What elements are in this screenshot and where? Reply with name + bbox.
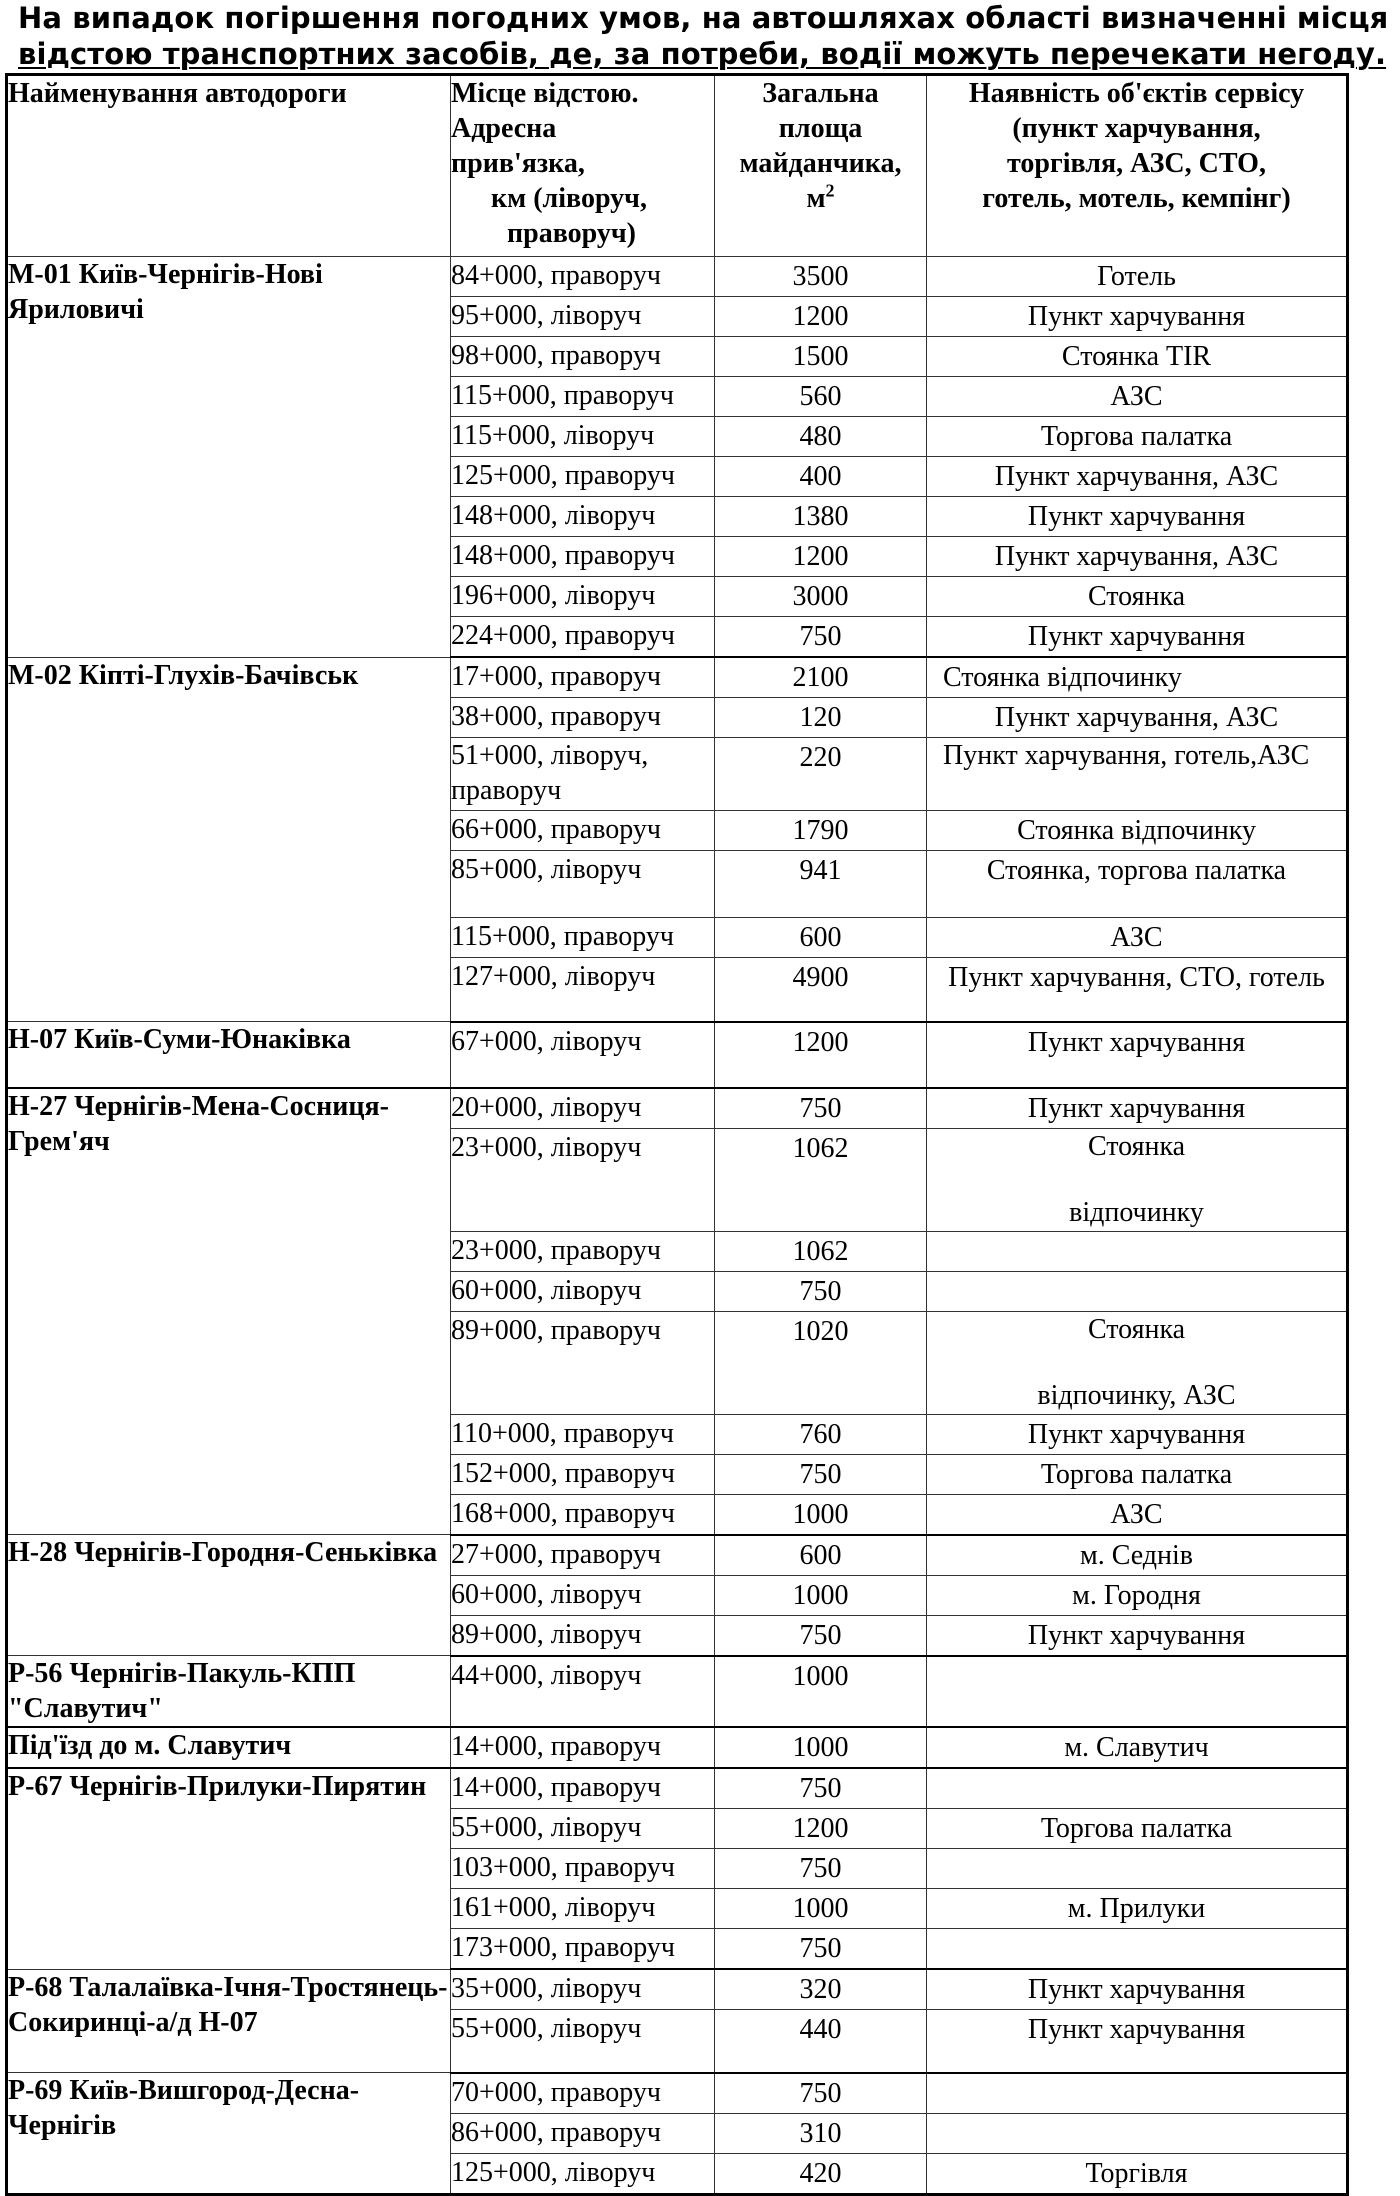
area-cell: 220 xyxy=(715,738,927,811)
services-cell: Пункт харчування xyxy=(927,1414,1348,1454)
area-cell: 1000 xyxy=(715,1656,927,1728)
area-cell: 420 xyxy=(715,2153,927,2194)
road-name-cell: Р-56 Чернігів-Пакуль-КПП "Славутич" xyxy=(7,1656,451,1728)
road-name-cell: Р-68 Талалаївка-Ічня-Тростянець-Сокиринці-а/д Н-07 xyxy=(7,1969,451,2073)
area-cell: 1062 xyxy=(715,1128,927,1231)
table-row xyxy=(7,1022,1348,1088)
services-cell xyxy=(927,1656,1348,1728)
header-services-line: готель, мотель, кемпінг) xyxy=(982,183,1291,214)
location-cell: 70+000, праворуч xyxy=(451,2073,715,2114)
location-cell: 125+000, праворуч xyxy=(451,457,715,497)
area-cell: 1380 xyxy=(715,497,927,537)
header-location xyxy=(451,75,715,257)
services-cell: Торгівля xyxy=(927,2153,1348,2194)
header-location-line: км (ліворуч, xyxy=(491,183,647,214)
area-cell: 400 xyxy=(715,457,927,497)
location-cell: 89+000, праворуч xyxy=(451,1311,715,1414)
header-area xyxy=(715,75,927,257)
area-cell: 750 xyxy=(715,2073,927,2114)
area-cell: 440 xyxy=(715,2010,927,2073)
area-cell: 750 xyxy=(715,1088,927,1129)
location-cell: 55+000, ліворуч xyxy=(451,1809,715,1849)
services-cell: м. Городня xyxy=(927,1575,1348,1615)
location-cell: 23+000, ліворуч xyxy=(451,1128,715,1231)
location-cell: 20+000, ліворуч xyxy=(451,1088,715,1129)
area-cell: 750 xyxy=(715,1271,927,1311)
area-cell: 1000 xyxy=(715,1575,927,1615)
location-cell: 35+000, ліворуч xyxy=(451,1969,715,2010)
header-area-unit: м xyxy=(806,183,826,214)
header-location-line: праворуч) xyxy=(507,218,636,249)
services-cell xyxy=(927,1311,1348,1414)
area-cell: 1790 xyxy=(715,811,927,851)
services-cell: м. Славутич xyxy=(927,1727,1348,1768)
location-cell: 152+000, праворуч xyxy=(451,1454,715,1494)
services-cell xyxy=(927,1768,1348,1809)
road-name-cell: М-01 Київ-Чернігів-Нові Яриловичі xyxy=(7,257,451,658)
header-location-line: прив'язка, xyxy=(451,148,585,179)
area-cell: 750 xyxy=(715,617,927,658)
services-cell: Пункт харчування xyxy=(927,617,1348,658)
location-cell: 115+000, праворуч xyxy=(451,377,715,417)
table-row xyxy=(7,1969,1348,2010)
road-name-cell: Р-67 Чернігів-Прилуки-Пирятин xyxy=(7,1768,451,1969)
location-cell: 60+000, ліворуч xyxy=(451,1271,715,1311)
location-cell: 115+000, ліворуч xyxy=(451,417,715,457)
road-name-cell: Н-07 Київ-Суми-Юнаківка xyxy=(7,1022,451,1088)
services-cell: Стоянка відпочинку xyxy=(927,657,1348,698)
header-services-line: Наявність об'єктів сервісу xyxy=(968,78,1305,109)
services-cell: Пункт харчування xyxy=(927,2010,1348,2073)
area-cell: 750 xyxy=(715,1768,927,1809)
area-cell: 1200 xyxy=(715,537,927,577)
services-cell: Пункт харчування xyxy=(927,297,1348,337)
area-cell: 1020 xyxy=(715,1311,927,1414)
services-cell: Пункт харчування, АЗС xyxy=(927,457,1348,497)
location-cell: 14+000, праворуч xyxy=(451,1768,715,1809)
area-cell: 600 xyxy=(715,918,927,958)
services-cell: АЗС xyxy=(927,918,1348,958)
header-services-line: (пункт харчування, xyxy=(1012,113,1261,144)
area-cell: 1200 xyxy=(715,297,927,337)
header-area-line: майданчика, xyxy=(739,148,902,179)
location-cell: 168+000, праворуч xyxy=(451,1494,715,1535)
area-cell: 120 xyxy=(715,698,927,738)
table-row xyxy=(7,2073,1348,2114)
heading-line-2: відстою транспортних засобів, де, за потреби, водії можуть перечекати негоду. xyxy=(18,37,1387,71)
services-cell xyxy=(927,1929,1348,1970)
area-cell: 480 xyxy=(715,417,927,457)
services-cell: Торгова палатка xyxy=(927,1454,1348,1494)
header-area-line: площа xyxy=(778,113,863,144)
table-body xyxy=(7,257,1348,2195)
services-cell: Пункт харчування xyxy=(927,497,1348,537)
location-cell: 44+000, ліворуч xyxy=(451,1656,715,1728)
services-cell: АЗС xyxy=(927,377,1348,417)
location-cell: 86+000, праворуч xyxy=(451,2113,715,2153)
area-cell: 750 xyxy=(715,1929,927,1970)
location-cell: 67+000, ліворуч xyxy=(451,1022,715,1088)
parking-places-table xyxy=(5,73,1349,2196)
services-cell: Пункт харчування xyxy=(927,1969,1348,2010)
location-cell: 110+000, праворуч xyxy=(451,1414,715,1454)
services-cell: м. Прилуки xyxy=(927,1889,1348,1929)
area-cell: 1200 xyxy=(715,1022,927,1088)
services-cell: Пункт харчування xyxy=(927,1615,1348,1656)
services-cell: АЗС xyxy=(927,1494,1348,1535)
services-cell: Готель xyxy=(927,257,1348,297)
services-cell xyxy=(927,2073,1348,2114)
services-cell xyxy=(927,1128,1348,1231)
location-cell: 51+000, ліворуч, праворуч xyxy=(451,738,715,811)
services-cell: Торгова палатка xyxy=(927,1809,1348,1849)
table-row xyxy=(7,1088,1348,1129)
services-text-part: Стоянка xyxy=(1087,1130,1186,1162)
area-cell: 1000 xyxy=(715,1727,927,1768)
header-location-line: Адресна xyxy=(451,113,557,144)
area-cell: 600 xyxy=(715,1535,927,1576)
area-cell: 1500 xyxy=(715,337,927,377)
services-cell: Стоянка TIR xyxy=(927,337,1348,377)
area-cell: 1062 xyxy=(715,1231,927,1271)
area-cell: 3000 xyxy=(715,577,927,617)
road-name-cell: Н-27 Чернігів-Мена-Сосниця-Грем'яч xyxy=(7,1088,451,1535)
area-cell: 1000 xyxy=(715,1889,927,1929)
area-cell: 750 xyxy=(715,1849,927,1889)
header-road-name: Найменування автодороги xyxy=(7,75,451,257)
location-cell: 173+000, праворуч xyxy=(451,1929,715,1970)
area-cell: 4900 xyxy=(715,958,927,1022)
table-row xyxy=(7,1535,1348,1576)
area-cell: 320 xyxy=(715,1969,927,2010)
area-cell: 1000 xyxy=(715,1494,927,1535)
services-text-part: відпочинку xyxy=(1069,1196,1204,1228)
header-location-line: Місце відстою. xyxy=(451,78,639,109)
heading-line-1: На випадок погіршення погодних умов, на автошляхах області визначенні місця xyxy=(18,1,1389,35)
location-cell: 115+000, праворуч xyxy=(451,918,715,958)
location-cell: 224+000, праворуч xyxy=(451,617,715,658)
area-cell: 560 xyxy=(715,377,927,417)
area-cell: 1200 xyxy=(715,1809,927,1849)
header-area-line: Загальна xyxy=(762,78,879,109)
location-cell: 148+000, праворуч xyxy=(451,537,715,577)
services-cell xyxy=(927,1231,1348,1271)
services-cell: Стоянка відпочинку xyxy=(927,811,1348,851)
spacer xyxy=(927,1165,1346,1195)
table-row xyxy=(7,1727,1348,1768)
table-row xyxy=(7,657,1348,698)
services-text-part: Стоянка xyxy=(1087,1313,1186,1345)
header-services xyxy=(927,75,1348,257)
services-cell: Пункт харчування xyxy=(927,1088,1348,1129)
location-cell: 60+000, ліворуч xyxy=(451,1575,715,1615)
location-cell: 89+000, ліворуч xyxy=(451,1615,715,1656)
area-cell: 941 xyxy=(715,851,927,918)
location-cell: 17+000, праворуч xyxy=(451,657,715,698)
area-cell: 2100 xyxy=(715,657,927,698)
spacer xyxy=(927,1348,1346,1378)
location-cell: 196+000, ліворуч xyxy=(451,577,715,617)
services-cell xyxy=(927,1271,1348,1311)
location-cell: 98+000, праворуч xyxy=(451,337,715,377)
area-cell: 750 xyxy=(715,1454,927,1494)
services-cell: Пункт харчування, АЗС xyxy=(927,537,1348,577)
area-cell: 3500 xyxy=(715,257,927,297)
location-cell: 95+000, ліворуч xyxy=(451,297,715,337)
services-cell: Пункт харчування xyxy=(927,1022,1348,1088)
header-area-unit-sup: 2 xyxy=(825,180,835,201)
area-cell: 310 xyxy=(715,2113,927,2153)
services-cell: Пункт харчування, АЗС xyxy=(927,698,1348,738)
services-cell: Стоянка xyxy=(927,577,1348,617)
page-heading xyxy=(18,0,1398,72)
road-name-cell: Н-28 Чернігів-Городня-Сеньківка xyxy=(7,1535,451,1656)
location-cell: 27+000, праворуч xyxy=(451,1535,715,1576)
area-cell: 760 xyxy=(715,1414,927,1454)
location-cell: 103+000, праворуч xyxy=(451,1849,715,1889)
location-cell: 84+000, праворуч xyxy=(451,257,715,297)
location-cell: 125+000, ліворуч xyxy=(451,2153,715,2194)
location-cell: 14+000, праворуч xyxy=(451,1727,715,1768)
location-cell: 38+000, праворуч xyxy=(451,698,715,738)
location-cell: 148+000, ліворуч xyxy=(451,497,715,537)
table-header-row xyxy=(7,75,1348,257)
location-cell: 55+000, ліворуч xyxy=(451,2010,715,2073)
header-services-line: торгівля, АЗС, СТО, xyxy=(1007,148,1266,179)
location-cell: 161+000, ліворуч xyxy=(451,1889,715,1929)
area-cell: 750 xyxy=(715,1615,927,1656)
road-name-cell: М-02 Кіпті-Глухів-Бачівськ xyxy=(7,657,451,1022)
services-cell: Торгова палатка xyxy=(927,417,1348,457)
table-row xyxy=(7,257,1348,297)
services-cell xyxy=(927,1849,1348,1889)
location-cell: 66+000, праворуч xyxy=(451,811,715,851)
location-cell: 85+000, ліворуч xyxy=(451,851,715,918)
location-cell: 127+000, ліворуч xyxy=(451,958,715,1022)
services-cell xyxy=(927,2113,1348,2153)
road-name-cell: Р-69 Київ-Вишгород-Десна-Чернігів xyxy=(7,2073,451,2195)
table-row xyxy=(7,1656,1348,1728)
services-cell: Пункт харчування, СТО, готель xyxy=(927,958,1348,1022)
services-cell: Пункт харчування, готель,АЗС xyxy=(927,738,1348,811)
road-name-cell: Під'їзд до м. Славутич xyxy=(7,1727,451,1768)
services-text-part: відпочинку, АЗС xyxy=(1037,1379,1236,1411)
table-row xyxy=(7,1768,1348,1809)
services-cell: Стоянка, торгова палатка xyxy=(927,851,1348,918)
services-cell: м. Седнів xyxy=(927,1535,1348,1576)
location-cell: 23+000, праворуч xyxy=(451,1231,715,1271)
